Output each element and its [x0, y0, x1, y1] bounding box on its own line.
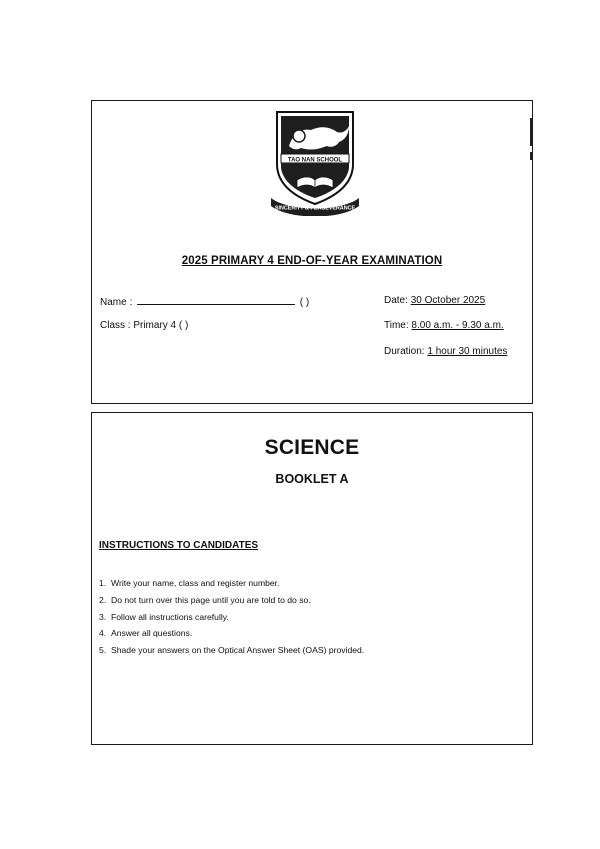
booklet-label: BOOKLET A [275, 472, 349, 486]
instruction-text: Shade your answers on the Optical Answer Sheet (OAS) provided. [111, 645, 365, 656]
instruction-text: Answer all questions. [111, 628, 193, 639]
class-field [100, 320, 188, 331]
instructions-heading: INSTRUCTIONS TO CANDIDATES [99, 540, 259, 551]
duration-label: Duration: [384, 346, 425, 357]
subject-title: SCIENCE [264, 436, 360, 459]
class-label: Class : Primary 4 ( ) [100, 320, 189, 331]
time-value: 8.00 a.m. - 9.30 a.m. [411, 320, 504, 331]
instruction-text: Do not turn over this page until you are told to do so. [111, 594, 311, 605]
scan-artifact [530, 152, 532, 160]
instruction-item: 1. Write your name, class and register number. [99, 578, 280, 588]
crest-motto: SINCERITY & PERSEVERANCE [274, 205, 356, 212]
name-field [100, 295, 309, 308]
time-label: Time: [384, 320, 409, 331]
crest-school-name: TAO NAN SCHOOL [287, 157, 343, 164]
instructions-list [99, 578, 364, 662]
name-blank-line [137, 295, 295, 305]
time-field [384, 320, 504, 331]
date-value: 30 October 2025 [410, 295, 486, 306]
instruction-item: 5. Shade your answers on the Optical Answer Sheet (OAS) provided. [99, 645, 365, 656]
instruction-text: Write your name, class and register number. [111, 578, 280, 588]
scan-artifact [530, 118, 532, 146]
instruction-item: 2. Do not turn over this page until you are told to do so. [99, 594, 311, 605]
duration-value: 1 hour 30 minutes [427, 346, 508, 357]
date-label: Date: [384, 295, 408, 306]
exam-title: 2025 PRIMARY 4 END-OF-YEAR EXAMINATION [181, 255, 443, 267]
date-field [384, 295, 485, 306]
register-number-bracket: ( ) [299, 297, 310, 308]
school-crest-logo [267, 108, 363, 216]
name-label: Name : [100, 297, 133, 308]
duration-field [384, 346, 507, 357]
instruction-item: 3. Follow all instructions carefully. [99, 611, 229, 622]
instruction-text: Follow all instructions carefully. [111, 611, 229, 622]
instruction-item: 4. Answer all questions. [99, 628, 193, 639]
